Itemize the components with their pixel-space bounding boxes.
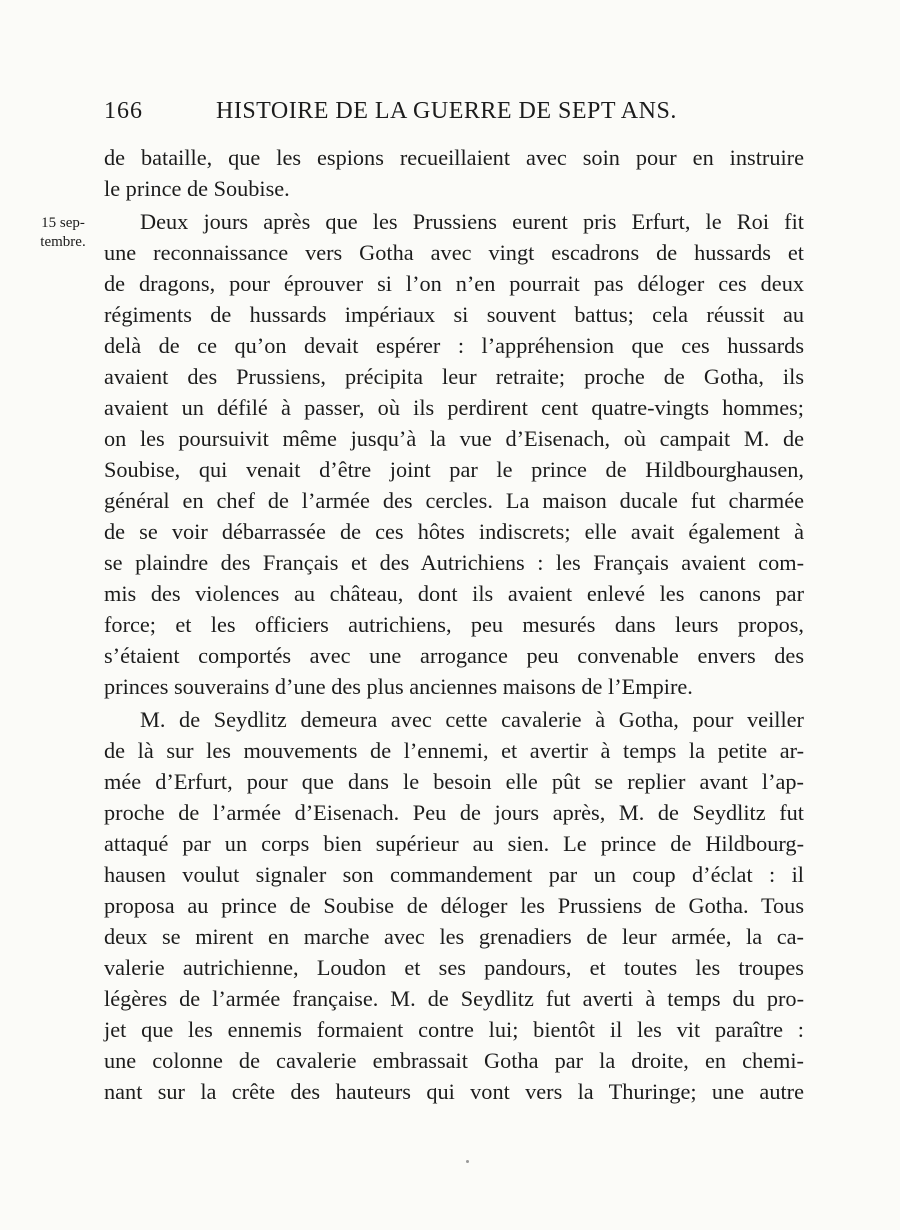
text-line: proposa au prince de Soubise de déloger les Prussiens de Gotha. Tous [104,893,804,918]
text-line: delà de ce qu’on devait espérer : l’appréhension que ces hussards [104,333,804,358]
text-line: deux se mirent en marche avec les grenadiers de leur armée, la ca- [104,924,804,949]
margin-note-line: tembre. [40,234,86,250]
page-header [104,98,700,138]
text-line: mis des violences au château, dont ils avaient enlevé les canons par [104,581,804,606]
text-line: on les poursuivit même jusqu’à la vue d’Eisenach, où campait M. de [104,426,804,451]
text-line: le prince de Soubise. [104,176,290,201]
text-line: Deux jours après que les Prussiens eurent pris Erfurt, le Roi fit [140,209,804,234]
margin-note-line: 15 sep- [41,215,85,231]
text-line: M. de Seydlitz demeura avec cette cavalerie à Gotha, pour veiller [140,707,804,732]
text-line: se plaindre des Français et des Autrichiens : les Français avaient com- [104,550,804,575]
text-line: proche de l’armée d’Eisenach. Peu de jours après, M. de Seydlitz fut [104,800,804,825]
text-line: avaient des Prussiens, précipita leur retraite; proche de Gotha, ils [104,364,804,389]
text-line: une colonne de cavalerie embrassait Gotha par la droite, en chemi- [104,1048,804,1073]
text-line: de se voir débarrassée de ces hôtes indiscrets; elle avait également à [104,519,804,544]
margin-date-note [28,214,98,252]
text-line: général en chef de l’armée des cercles. La maison ducale fut charmée [104,488,804,513]
text-line: hausen voulut signaler son commandement par un coup d’éclat : il [104,862,804,887]
page-number: 166 [104,98,143,124]
text-line: valerie autrichienne, Loudon et ses pandours, et toutes les troupes [104,955,804,980]
text-line: légères de l’armée française. M. de Seydlitz fut averti à temps du pro- [104,986,804,1011]
text-line: jet que les ennemis formaient contre lui; bientôt il les vit paraître : [104,1017,804,1042]
running-title: HISTOIRE DE LA GUERRE DE SEPT ANS. [216,98,677,124]
text-line: mée d’Erfurt, pour que dans le besoin elle pût se replier avant l’ap- [104,769,804,794]
text-line: de dragons, pour éprouver si l’on n’en pourrait pas déloger ces deux [104,271,804,296]
text-line: princes souverains d’une des plus anciennes maisons de l’Empire. [104,674,693,699]
text-line: avaient un défilé à passer, où ils perdirent cent quatre-vingts hommes; [104,395,804,420]
text-line: une reconnaissance vers Gotha avec vingt escadrons de hussards et [104,240,804,265]
text-line: force; et les officiers autrichiens, peu mesurés dans leurs propos, [104,612,804,637]
page-speck [466,1160,469,1163]
text-line: nant sur la crête des hauteurs qui vont vers la Thuringe; une autre [104,1079,804,1104]
text-line: attaqué par un corps bien supérieur au sien. Le prince de Hildbourg- [104,831,804,856]
text-line: régiments de hussards impériaux si souvent battus; cela réussit au [104,302,804,327]
text-line: Soubise, qui venait d’être joint par le prince de Hildbourghausen, [104,457,804,482]
text-line: s’étaient comportés avec une arrogance peu convenable envers des [104,643,804,668]
text-line: de bataille, que les espions recueillaient avec soin pour en instruire [104,145,804,170]
text-line: de là sur les mouvements de l’ennemi, et avertir à temps la petite ar- [104,738,804,763]
body-text [104,142,804,1107]
